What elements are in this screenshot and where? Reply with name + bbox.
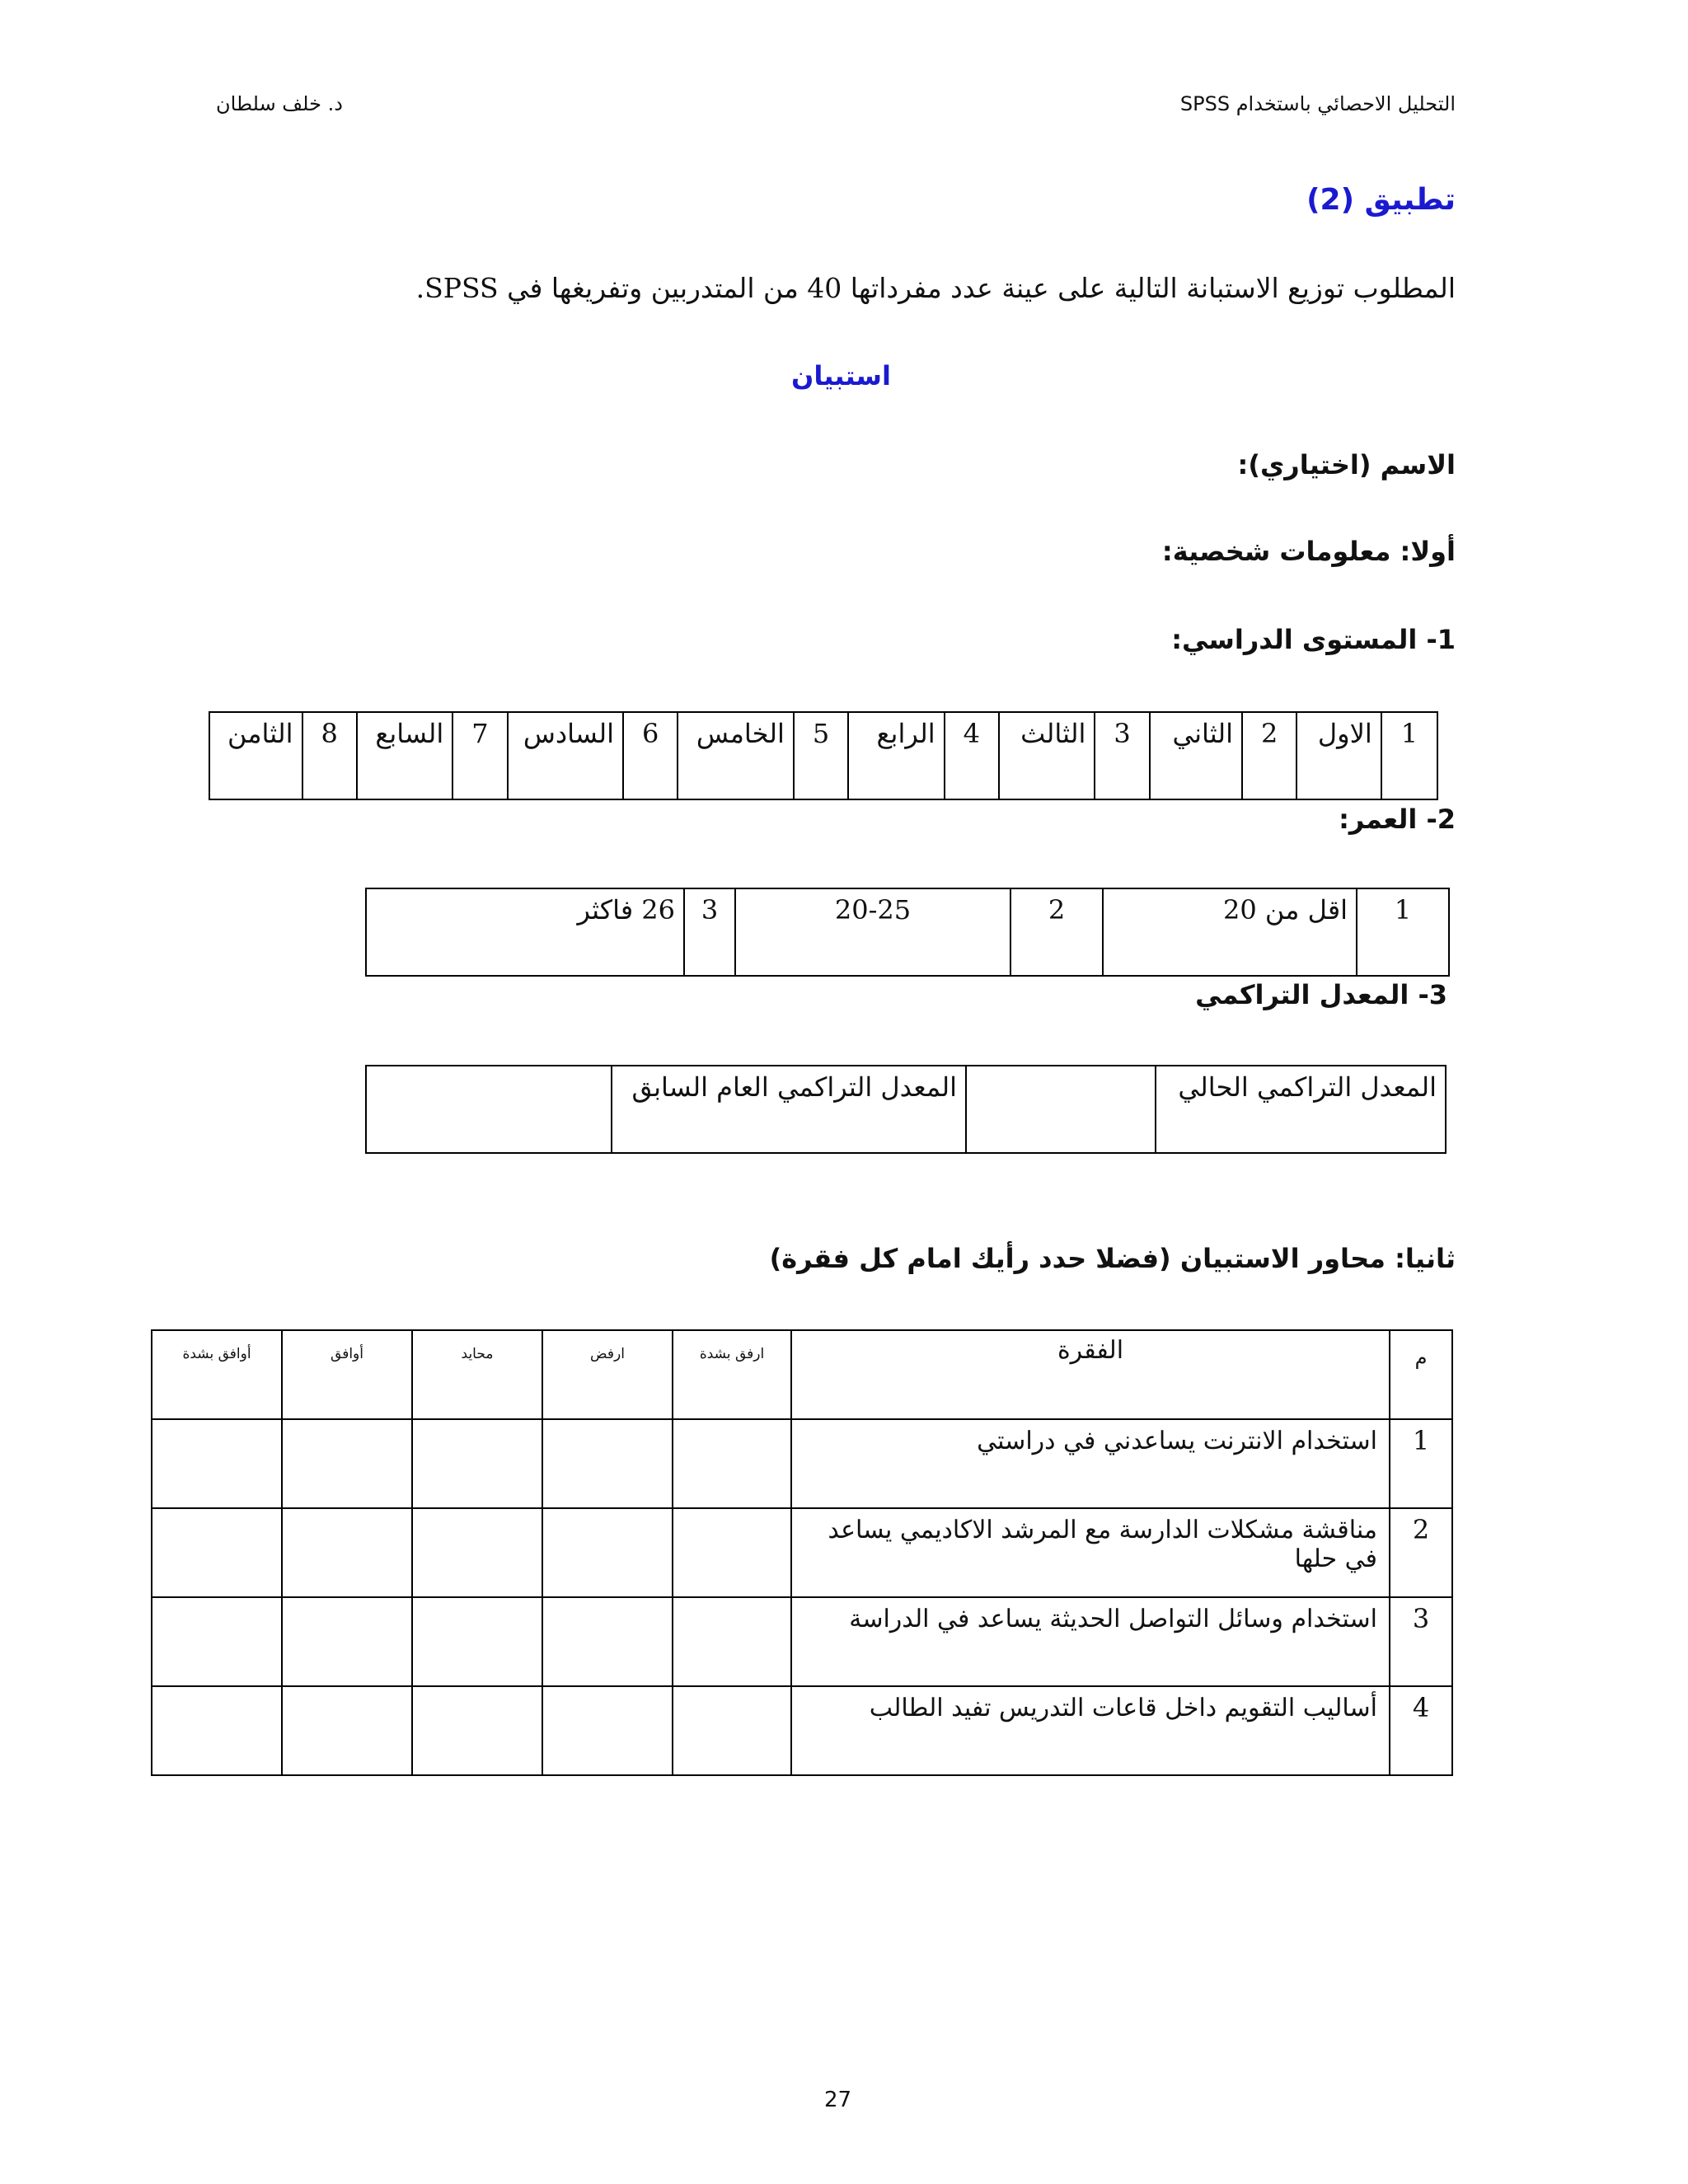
answer-cell[interactable]: [673, 1686, 791, 1775]
header-author: د. خلف سلطان: [216, 92, 343, 115]
answer-cell[interactable]: [282, 1419, 412, 1508]
answer-cell[interactable]: [542, 1508, 673, 1597]
option-cell[interactable]: 6: [623, 712, 678, 799]
study-level-table: [209, 711, 1438, 800]
option-cell[interactable]: الثامن: [209, 712, 302, 799]
page-number: 27: [824, 2088, 852, 2112]
option-cell[interactable]: الرابع: [848, 712, 944, 799]
option-cell[interactable]: 1: [1357, 888, 1449, 976]
option-cell[interactable]: 20-25: [735, 888, 1010, 976]
section-personal-info: أولا: معلومات شخصية:: [1161, 536, 1456, 567]
answer-cell[interactable]: [412, 1508, 542, 1597]
table-row: 3 استخدام وسائل التواصل الحديثة يساعد في الدراسة: [152, 1597, 1452, 1686]
option-cell[interactable]: الثاني: [1150, 712, 1242, 799]
age-table: [365, 888, 1450, 977]
option-cell[interactable]: الثالث: [999, 712, 1095, 799]
option-cell[interactable]: الخامس: [678, 712, 794, 799]
option-cell[interactable]: 8: [302, 712, 357, 799]
answer-cell[interactable]: [152, 1508, 282, 1597]
table-header-row: [152, 1330, 1452, 1419]
survey-items-table: [151, 1329, 1453, 1776]
answer-cell[interactable]: [542, 1686, 673, 1775]
option-cell[interactable]: اقل من 20: [1103, 888, 1357, 976]
answer-cell[interactable]: [412, 1686, 542, 1775]
answer-cell[interactable]: [542, 1419, 673, 1508]
gpa-previous-label-cell: المعدل التراكمي العام السابق: [612, 1066, 966, 1153]
table-row: 2 مناقشة مشكلات الدارسة مع المرشد الاكاديمي يساعد في حلها: [152, 1508, 1452, 1597]
gpa-current-input[interactable]: [966, 1066, 1156, 1153]
answer-cell[interactable]: [152, 1686, 282, 1775]
option-cell[interactable]: 26 فاكثر: [366, 888, 684, 976]
option-cell[interactable]: السابع: [357, 712, 452, 799]
option-cell[interactable]: 7: [452, 712, 507, 799]
answer-cell[interactable]: [673, 1419, 791, 1508]
answer-cell[interactable]: [412, 1597, 542, 1686]
table-row: 4 أساليب التقويم داخل قاعات التدريس تفيد الطالب: [152, 1686, 1452, 1775]
gpa-table: [365, 1065, 1447, 1154]
option-cell[interactable]: 3: [684, 888, 735, 976]
page-title: تطبيق (2): [1306, 183, 1456, 217]
option-cell[interactable]: 2: [1242, 712, 1296, 799]
answer-cell[interactable]: [282, 1508, 412, 1597]
option-cell[interactable]: 2: [1010, 888, 1103, 976]
answer-cell[interactable]: [152, 1419, 282, 1508]
col-header-opt1: ارفق بشدة: [673, 1330, 791, 1419]
name-label: الاسم (اختياري):: [1237, 449, 1456, 480]
answer-cell[interactable]: [673, 1508, 791, 1597]
col-header-opt2: ارفض: [542, 1330, 673, 1419]
gpa-current-label-cell: المعدل التراكمي الحالي: [1156, 1066, 1446, 1153]
option-cell[interactable]: 5: [794, 712, 848, 799]
section-survey-axes: ثانيا: محاور الاستبيان (فضلا حدد رأيك امام كل فقرة): [769, 1243, 1456, 1274]
col-header-opt4: أوافق: [282, 1330, 412, 1419]
survey-title: استبيان: [791, 360, 891, 391]
col-header-opt3: محايد: [412, 1330, 542, 1419]
answer-cell[interactable]: [412, 1419, 542, 1508]
gpa-previous-input[interactable]: [366, 1066, 612, 1153]
answer-cell[interactable]: [282, 1597, 412, 1686]
col-header-item: الفقرة: [791, 1330, 1390, 1419]
q3-label: 3- المعدل التراكمي: [1195, 979, 1447, 1010]
answer-cell[interactable]: [673, 1597, 791, 1686]
col-header-num: م: [1390, 1330, 1452, 1419]
option-cell[interactable]: الاول: [1296, 712, 1381, 799]
intro-paragraph: المطلوب توزيع الاستبانة التالية على عينة عدد مفرداتها 40 من المتدربين وتفريغها في SPSS.: [415, 272, 1456, 304]
answer-cell[interactable]: [542, 1597, 673, 1686]
table-row: 1 استخدام الانترنت يساعدني في دراستي: [152, 1419, 1452, 1508]
option-cell[interactable]: 3: [1095, 712, 1149, 799]
answer-cell[interactable]: [282, 1686, 412, 1775]
header-title: التحليل الاحصائي باستخدام SPSS: [1179, 92, 1456, 115]
q1-label: 1- المستوى الدراسي:: [1171, 624, 1456, 655]
q2-label: 2- العمر:: [1339, 804, 1456, 835]
col-header-opt5: أوافق بشدة: [152, 1330, 282, 1419]
option-cell[interactable]: السادس: [508, 712, 624, 799]
option-cell[interactable]: 4: [945, 712, 999, 799]
answer-cell[interactable]: [152, 1597, 282, 1686]
option-cell[interactable]: 1: [1381, 712, 1437, 799]
